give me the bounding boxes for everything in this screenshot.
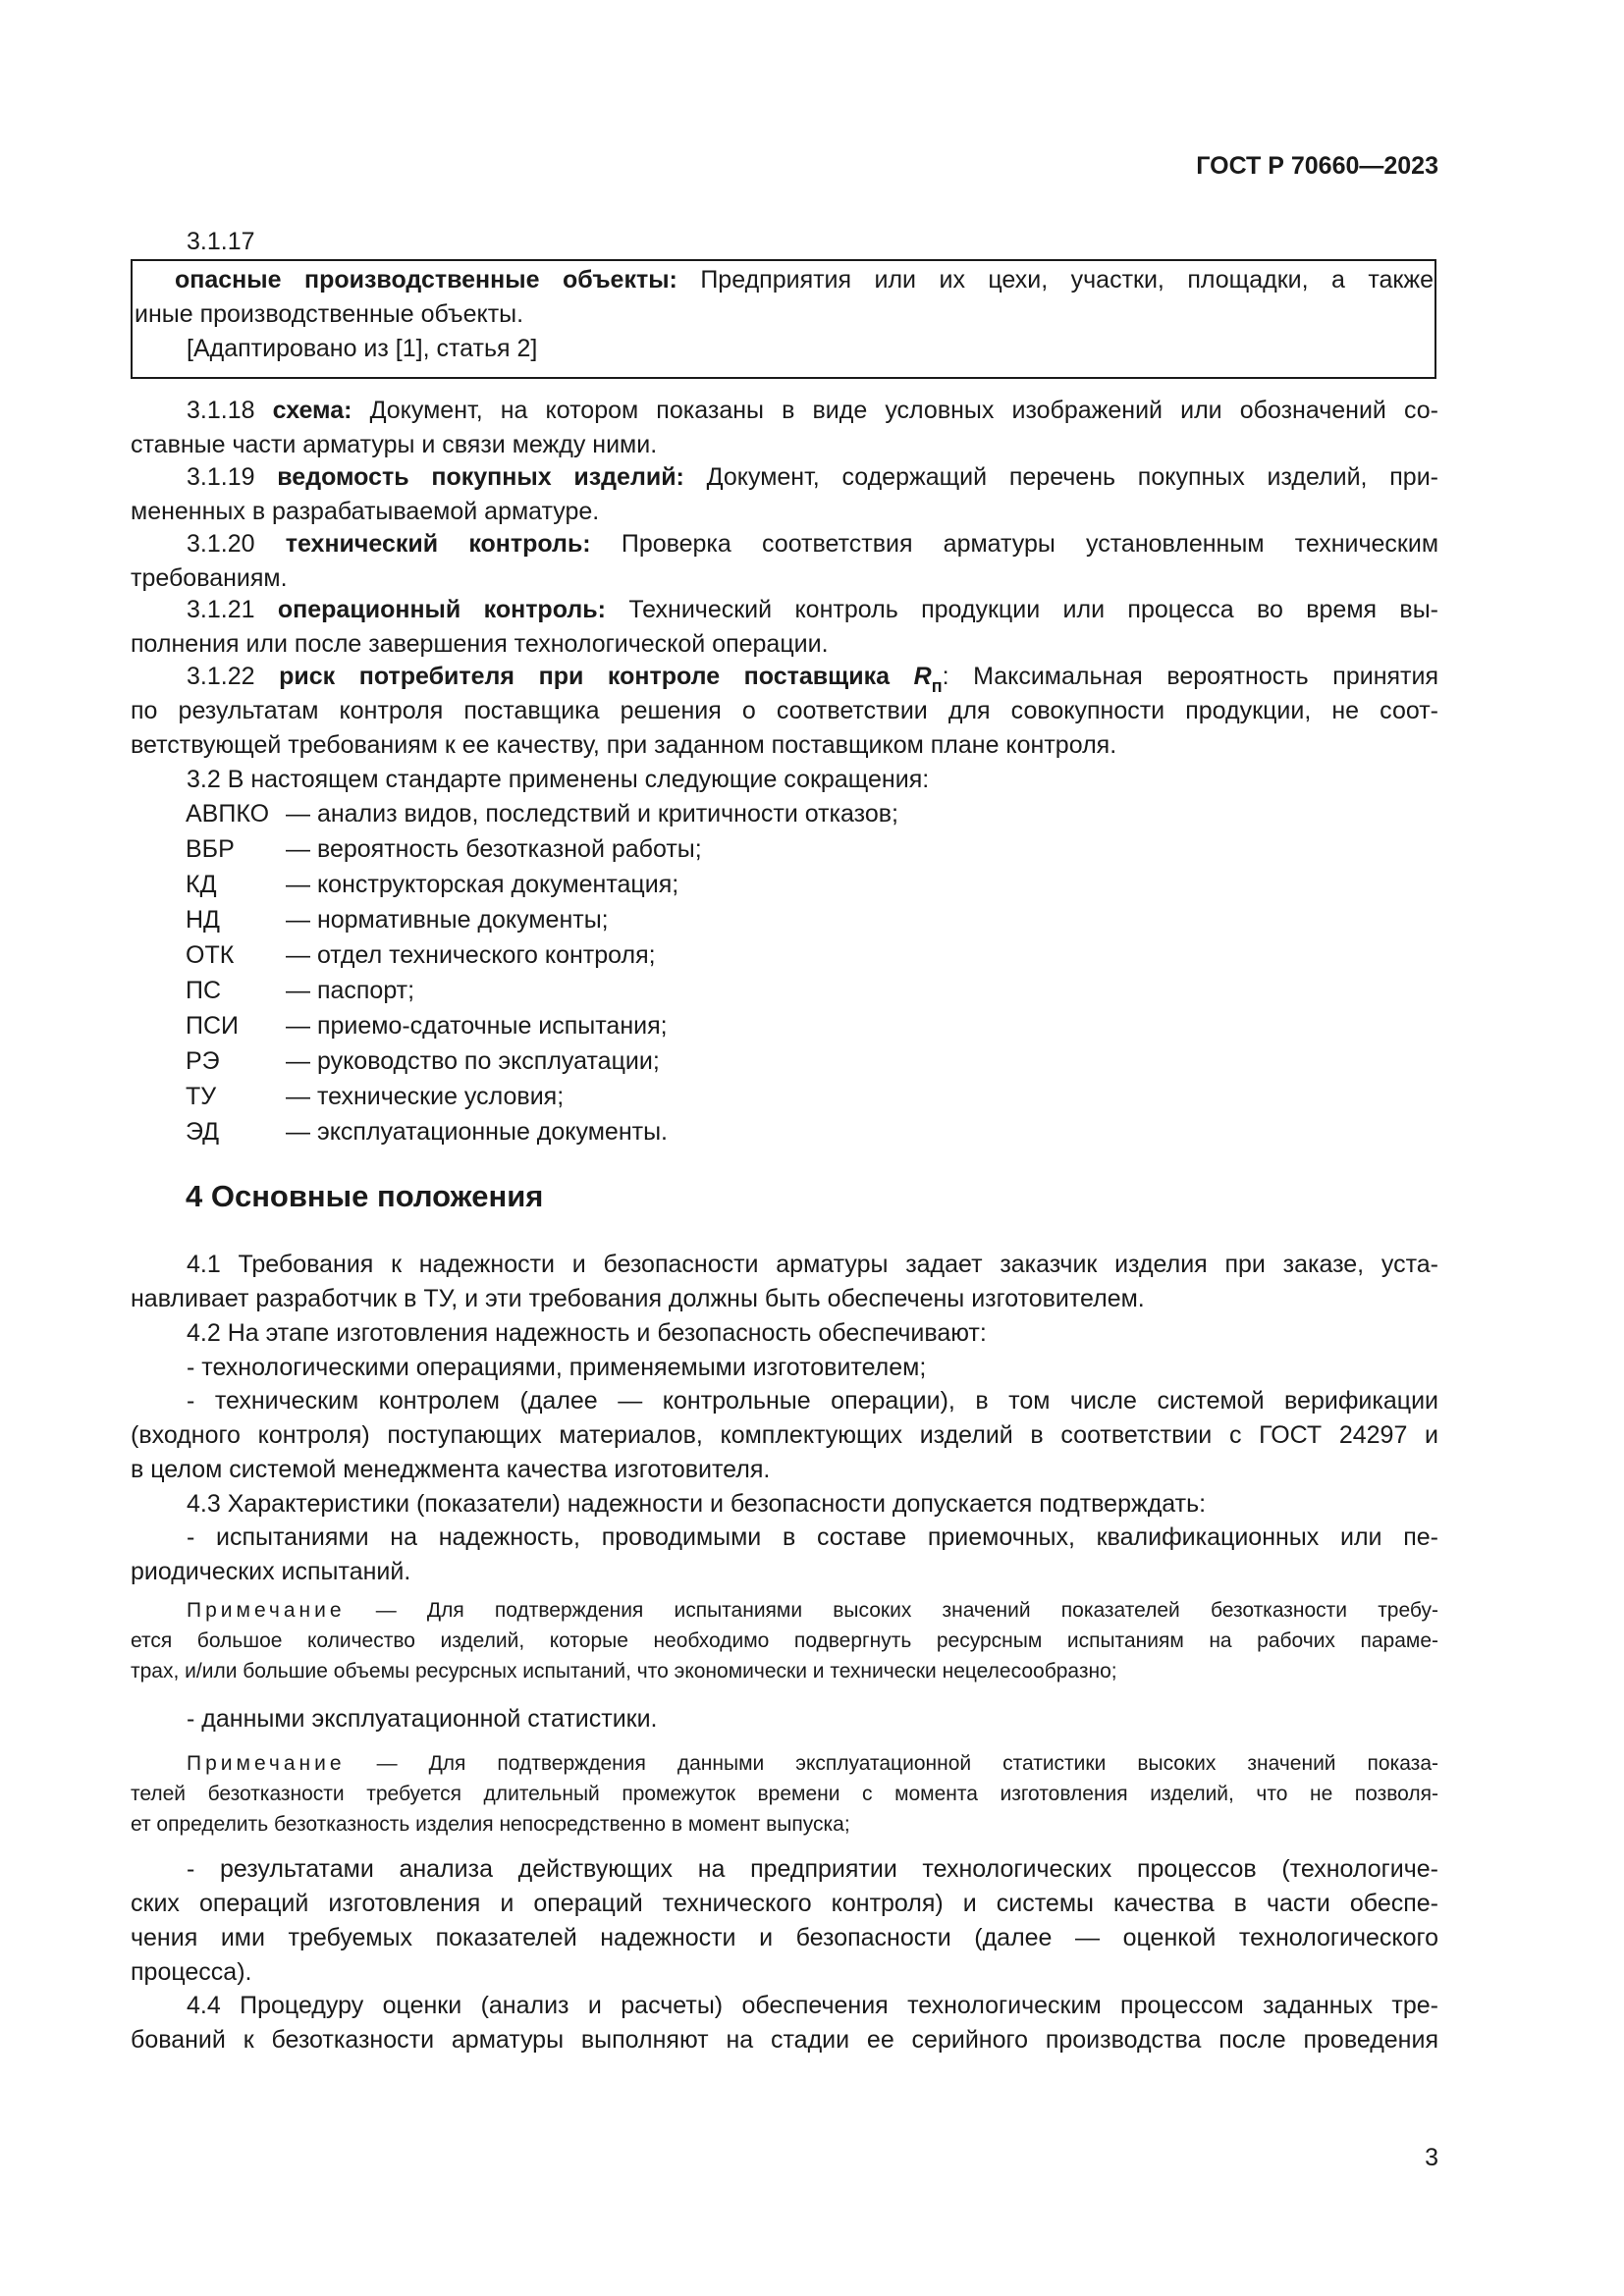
abbreviation-definition: — технические условия; [286, 1083, 565, 1110]
abbreviation: ТУ [186, 1083, 217, 1110]
abbreviation-definition: — приемо-сдаточные испытания; [286, 1012, 668, 1040]
term-definition-line: иные производственные объекты. [135, 300, 524, 328]
paragraph-line: чения ими требуемых показателей надежности и безопасности (далее — оценкой технологического [131, 1924, 1438, 1951]
paragraph-line: 4.1 Требования к надежности и безопасности арматуры задает заказчик изделия при заказе, уста- [187, 1251, 1438, 1278]
abbreviation-definition: — отдел технического контроля; [286, 941, 656, 969]
abbreviation: ПС [186, 977, 222, 1004]
abbreviation-definition: — вероятность безотказной работы; [286, 835, 702, 863]
note-line: Примечание — Для подтверждения данными эксплуатационной статистики высоких значений показа- [187, 1752, 1438, 1775]
term-line: 3.1.19 ведомость покупных изделий: Документ, содержащий перечень покупных изделий, при- [187, 463, 1438, 491]
abbreviation: ОТК [186, 941, 235, 969]
term-number: 3.1.17 [187, 228, 255, 255]
note-line: ется большое количество изделий, которые необходимо подвергнуть ресурсным испытаниям на рабочих параме- [131, 1629, 1438, 1652]
abbreviation: ВБР [186, 835, 235, 863]
abbreviation: ЭД [186, 1118, 220, 1146]
note-line: телей безотказности требуется длительный промежуток времени с момента изготовления изделий, что не позволя- [131, 1783, 1438, 1805]
list-item: - техническим контролем (далее — контрольные операции), в том числе системой верификации [187, 1387, 1438, 1415]
note-line: Примечание — Для подтверждения испытаниями высоких значений показателей безотказности требу- [187, 1599, 1438, 1622]
term-line: требованиям. [131, 564, 288, 592]
paragraph-line: ских операций изготовления и операций технического контроля) и системы качества в части обеспе- [131, 1890, 1438, 1917]
page-number: 3 [1425, 2144, 1438, 2171]
paragraph-line: 4.2 На этапе изготовления надежность и безопасность обеспечивают: [187, 1319, 987, 1347]
paragraph-line: в целом системой менеджмента качества изготовителя. [131, 1456, 771, 1483]
term-line: ставные части арматуры и связи между ними. [131, 431, 658, 458]
abbreviation-definition: — конструкторская документация; [286, 871, 679, 898]
abbreviation: РЭ [186, 1047, 220, 1075]
term-line: 3.1.21 операционный контроль: Технический контроль продукции или процесса во время вы- [187, 596, 1438, 623]
note-line: ет определить безотказность изделия непосредственно в момент выпуска; [131, 1813, 850, 1836]
abbreviation-definition: — руководство по эксплуатации; [286, 1047, 660, 1075]
abbreviation-definition: — нормативные документы; [286, 906, 609, 934]
abbreviation: ПСИ [186, 1012, 239, 1040]
note-line: трах, и/или большие объемы ресурсных испытаний, что экономически и технически нецелесообразно; [131, 1660, 1117, 1682]
abbreviation-definition: — анализ видов, последствий и критичности отказов; [286, 800, 898, 828]
term-name: опасные производственные объекты: [175, 266, 677, 294]
document-header: ГОСТ Р 70660—2023 [1196, 152, 1438, 180]
term-line: по результатам контроля поставщика решения о соответствии для совокупности продукции, не соот- [131, 697, 1438, 724]
list-item: - испытаниями на надежность, проводимыми в составе приемочных, квалификационных или пе- [187, 1523, 1438, 1551]
paragraph-line: процесса). [131, 1958, 252, 1986]
note-label: Примечание [187, 1752, 346, 1775]
list-item: - технологическими операциями, применяемыми изготовителем; [187, 1354, 927, 1381]
list-item: - результатами анализа действующих на предприятии технологических процессов (технологиче- [187, 1855, 1438, 1883]
term-line: 3.1.20 технический контроль: Проверка соответствия арматуры установленным техническим [187, 530, 1439, 558]
term-line: 3.1.18 схема: Документ, на котором показаны в виде условных изображений или обозначений со- [187, 397, 1438, 424]
abbreviation: НД [186, 906, 220, 934]
abbreviations-intro: 3.2 В настоящем стандарте применены следующие сокращения: [187, 766, 930, 793]
term-line: ветствующей требованиям к ее качеству, при заданном поставщиком плане контроля. [131, 731, 1117, 759]
paragraph-line: риодических испытаний. [131, 1558, 411, 1585]
abbreviation: АВПКО [186, 800, 270, 828]
term-text: Предприятия или их цехи, участки, площадки, а также [677, 266, 1434, 294]
term-source: [Адаптировано из [1], статья 2] [187, 335, 538, 362]
paragraph-line: 4.3 Характеристики (показатели) надежности и безопасности допускается подтверждать: [187, 1490, 1207, 1518]
term-line: полнения или после завершения технологической операции. [131, 630, 829, 658]
abbreviation: КД [186, 871, 217, 898]
paragraph-line: 4.4 Процедуру оценки (анализ и расчеты) обеспечения технологическим процессом заданных тре- [187, 1992, 1438, 2019]
term-line: мененных в разрабатываемой арматуре. [131, 498, 600, 525]
paragraph-line: навливает разработчик в ТУ, и эти требования должны быть обеспечены изготовителем. [131, 1285, 1145, 1312]
abbreviation-definition: — эксплуатационные документы. [286, 1118, 669, 1146]
section-title: 4 Основные положения [186, 1179, 544, 1213]
abbreviation-definition: — паспорт; [286, 977, 415, 1004]
paragraph-line: бований к безотказности арматуры выполняют на стадии ее серийного производства после проведения [131, 2026, 1438, 2054]
note-label: Примечание [187, 1599, 346, 1622]
list-item: - данными эксплуатационной статистики. [187, 1705, 658, 1733]
term-definition-line [175, 263, 1434, 297]
term-line: 3.1.22 риск потребителя при контроле поставщика $R_п$: Максимальная вероятность принятия [187, 663, 1438, 696]
paragraph-line: (входного контроля) поступающих материалов, комплектующих изделий в соответствии с ГОСТ 24297 и [131, 1421, 1438, 1449]
